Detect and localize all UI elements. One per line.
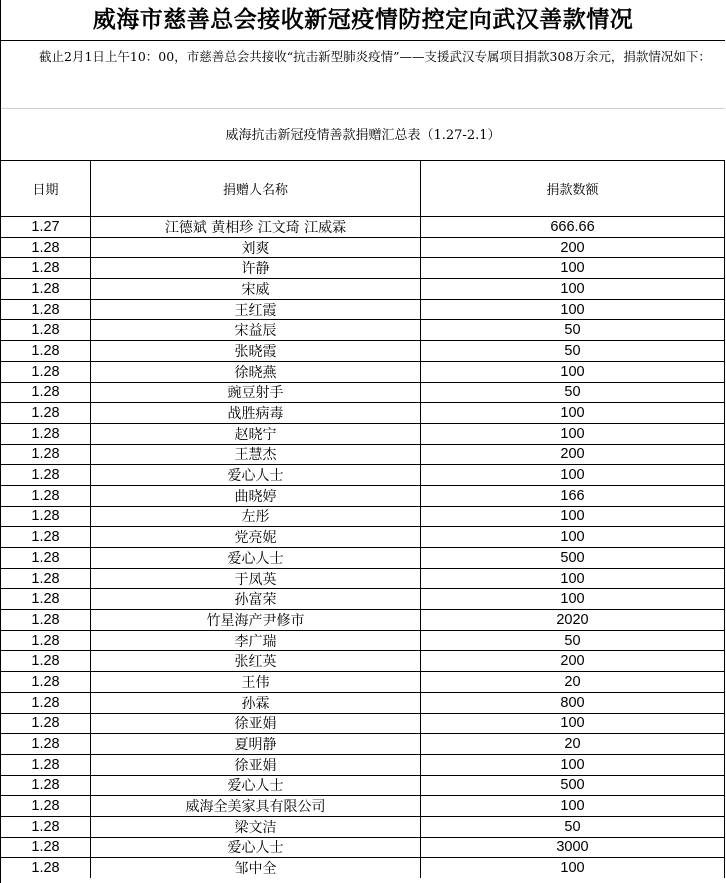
donor-cell: 王慧杰: [91, 445, 421, 465]
table-title: 威海抗击新冠疫情善款捐赠汇总表（1.27-2.1）: [225, 128, 501, 143]
table-row: [1, 257, 725, 278]
date-cell: 1.28: [1, 424, 91, 444]
amount-cell: 50: [421, 341, 725, 361]
column-header-amount: 捐款数额: [421, 161, 725, 216]
amount-cell: 100: [421, 527, 725, 547]
donor-cell: 竹星海产尹修市: [91, 610, 421, 630]
donor-cell: 宋威: [91, 279, 421, 299]
table-row: [1, 361, 725, 382]
amount-cell: 500: [421, 548, 725, 568]
amount-cell: 200: [421, 238, 725, 258]
amount-cell: 100: [421, 569, 725, 589]
table-row: [1, 733, 725, 754]
date-cell: 1.28: [1, 631, 91, 651]
table-row: [1, 547, 725, 568]
table-row: [1, 588, 725, 609]
table-row: [1, 837, 725, 858]
amount-cell: 100: [421, 424, 725, 444]
table-row: [1, 464, 725, 485]
date-cell: 1.28: [1, 445, 91, 465]
date-cell: 1.27: [1, 217, 91, 237]
date-cell: 1.28: [1, 486, 91, 506]
column-header-donor: 捐赠人名称: [91, 161, 421, 216]
date-cell: 1.28: [1, 589, 91, 609]
amount-cell: 3000: [421, 838, 725, 858]
amount-cell: 200: [421, 651, 725, 671]
amount-cell: 50: [421, 383, 725, 403]
table-row: [1, 382, 725, 403]
donor-cell: 张晓霞: [91, 341, 421, 361]
amount-cell: 100: [421, 858, 725, 878]
intro-paragraph: 截止2月1日上午10：00，市慈善总会共接收“抗击新型肺炎疫情”——支援武汉专属项目捐款308万余元，捐款情况如下：: [39, 49, 711, 64]
amount-cell: 666.66: [421, 217, 725, 237]
amount-cell: 100: [421, 279, 725, 299]
donor-cell: 左彤: [91, 507, 421, 527]
donor-cell: 爱心人士: [91, 548, 421, 568]
table-row: [1, 713, 725, 734]
date-cell: 1.28: [1, 279, 91, 299]
date-cell: 1.28: [1, 341, 91, 361]
date-cell: 1.28: [1, 817, 91, 837]
amount-cell: 2020: [421, 610, 725, 630]
amount-cell: 100: [421, 258, 725, 278]
donor-cell: 孙富荣: [91, 589, 421, 609]
date-cell: 1.28: [1, 734, 91, 754]
table-row: [1, 340, 725, 361]
donor-cell: 威海全美家具有限公司: [91, 796, 421, 816]
amount-cell: 100: [421, 465, 725, 485]
date-cell: 1.28: [1, 714, 91, 734]
donor-cell: 梁文洁: [91, 817, 421, 837]
table-row: [1, 216, 725, 237]
date-cell: 1.28: [1, 238, 91, 258]
table-row: [1, 609, 725, 630]
date-cell: 1.28: [1, 838, 91, 858]
table-row: [1, 754, 725, 775]
divider: [1, 108, 725, 109]
donor-cell: 爱心人士: [91, 465, 421, 485]
donor-cell: 战胜病毒: [91, 403, 421, 423]
amount-cell: 100: [421, 714, 725, 734]
date-cell: 1.28: [1, 258, 91, 278]
amount-cell: 166: [421, 486, 725, 506]
table-row: [1, 444, 725, 465]
table-row: [1, 402, 725, 423]
donor-cell: 徐亚娟: [91, 714, 421, 734]
amount-cell: 200: [421, 445, 725, 465]
donor-cell: 于凤英: [91, 569, 421, 589]
amount-cell: 100: [421, 300, 725, 320]
table-row: [1, 506, 725, 527]
date-cell: 1.28: [1, 610, 91, 630]
date-cell: 1.28: [1, 858, 91, 878]
table-row: [1, 526, 725, 547]
column-header-date: 日期: [1, 161, 91, 216]
amount-cell: 20: [421, 672, 725, 692]
table-row: [1, 650, 725, 671]
donor-cell: 党亮妮: [91, 527, 421, 547]
donor-cell: 曲晓婷: [91, 486, 421, 506]
donor-cell: 爱心人士: [91, 838, 421, 858]
donor-cell: 许静: [91, 258, 421, 278]
amount-cell: 800: [421, 693, 725, 713]
table-row: [1, 775, 725, 796]
donor-cell: 豌豆射手: [91, 383, 421, 403]
date-cell: 1.28: [1, 755, 91, 775]
amount-cell: 50: [421, 320, 725, 340]
table-row: [1, 319, 725, 340]
donor-cell: 赵晓宁: [91, 424, 421, 444]
date-cell: 1.28: [1, 362, 91, 382]
amount-cell: 100: [421, 403, 725, 423]
date-cell: 1.28: [1, 796, 91, 816]
amount-cell: 100: [421, 796, 725, 816]
date-cell: 1.28: [1, 320, 91, 340]
donor-cell: 江德斌 黄相珍 江文琦 江威霖: [91, 217, 421, 237]
date-cell: 1.28: [1, 507, 91, 527]
page-title: 威海市慈善总会接收新冠疫情防控定向武汉善款情况: [1, 0, 725, 41]
table-row: [1, 299, 725, 320]
table-row: [1, 237, 725, 258]
amount-cell: 100: [421, 507, 725, 527]
table-row: [1, 485, 725, 506]
table-row: [1, 671, 725, 692]
table-row: [1, 857, 725, 878]
donor-cell: 邹中全: [91, 858, 421, 878]
date-cell: 1.28: [1, 403, 91, 423]
table-row: [1, 816, 725, 837]
donor-cell: 徐晓燕: [91, 362, 421, 382]
amount-cell: 500: [421, 776, 725, 796]
donor-cell: 孙霖: [91, 693, 421, 713]
table-row: [1, 278, 725, 299]
donor-cell: 夏明静: [91, 734, 421, 754]
donation-table: [1, 160, 725, 878]
date-cell: 1.28: [1, 465, 91, 485]
date-cell: 1.28: [1, 776, 91, 796]
date-cell: 1.28: [1, 693, 91, 713]
donor-cell: 王伟: [91, 672, 421, 692]
amount-cell: 50: [421, 631, 725, 651]
donor-cell: 爱心人士: [91, 776, 421, 796]
table-header-row: [1, 160, 725, 216]
amount-cell: 20: [421, 734, 725, 754]
table-row: [1, 692, 725, 713]
date-cell: 1.28: [1, 300, 91, 320]
date-cell: 1.28: [1, 383, 91, 403]
donor-cell: 王红霞: [91, 300, 421, 320]
amount-cell: 50: [421, 817, 725, 837]
donor-cell: 刘爽: [91, 238, 421, 258]
date-cell: 1.28: [1, 527, 91, 547]
table-row: [1, 630, 725, 651]
date-cell: 1.28: [1, 651, 91, 671]
date-cell: 1.28: [1, 569, 91, 589]
date-cell: 1.28: [1, 548, 91, 568]
amount-cell: 100: [421, 362, 725, 382]
donor-cell: 张红英: [91, 651, 421, 671]
date-cell: 1.28: [1, 672, 91, 692]
table-row: [1, 795, 725, 816]
amount-cell: 100: [421, 589, 725, 609]
table-row: [1, 568, 725, 589]
donor-cell: 李广瑞: [91, 631, 421, 651]
donor-cell: 徐亚娟: [91, 755, 421, 775]
table-row: [1, 423, 725, 444]
donor-cell: 宋益辰: [91, 320, 421, 340]
amount-cell: 100: [421, 755, 725, 775]
